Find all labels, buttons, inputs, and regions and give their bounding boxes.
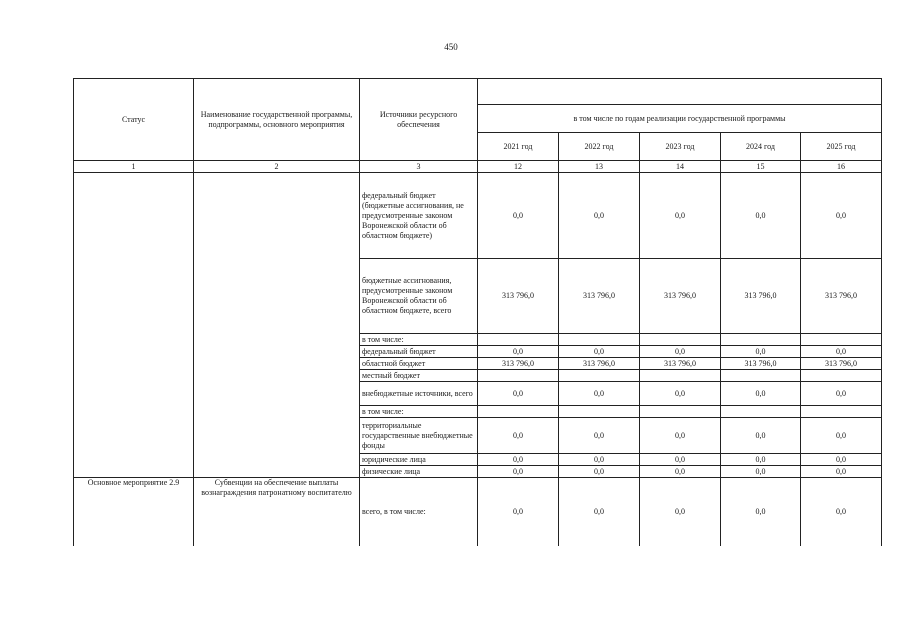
column-index: 14 — [640, 161, 721, 173]
column-index: 12 — [478, 161, 559, 173]
value-cell — [801, 370, 882, 382]
table-row — [74, 173, 882, 259]
value-cell — [640, 370, 721, 382]
column-index: 2 — [194, 161, 360, 173]
value-cell: 0,0 — [801, 173, 882, 259]
value-cell: 0,0 — [721, 418, 801, 454]
value-cell: 313 796,0 — [721, 358, 801, 370]
value-cell: 0,0 — [478, 466, 559, 478]
status-cell-empty — [74, 173, 194, 478]
table-row-measure — [74, 478, 882, 546]
value-cell: 0,0 — [640, 466, 721, 478]
value-cell — [721, 406, 801, 418]
value-cell: 0,0 — [559, 346, 640, 358]
value-cell: 0,0 — [478, 346, 559, 358]
value-cell: 313 796,0 — [801, 259, 882, 334]
value-cell — [478, 334, 559, 346]
value-cell: 313 796,0 — [478, 259, 559, 334]
page-number: 450 — [444, 42, 458, 52]
value-cell: 0,0 — [640, 418, 721, 454]
header-program-name: Наименование государственной программы, подпрограммы, основного мероприятия — [194, 79, 360, 161]
value-cell — [559, 370, 640, 382]
value-cell: 0,0 — [801, 466, 882, 478]
value-cell: 0,0 — [478, 382, 559, 406]
measure-value: 0,0 — [640, 478, 721, 546]
value-cell: 0,0 — [801, 418, 882, 454]
value-cell: 0,0 — [640, 346, 721, 358]
value-cell: 0,0 — [478, 173, 559, 259]
value-cell: 0,0 — [801, 454, 882, 466]
column-index: 3 — [360, 161, 478, 173]
resource-table — [73, 78, 882, 546]
header-year: 2021 год — [478, 133, 559, 161]
value-cell: 0,0 — [559, 454, 640, 466]
measure-name: Субвенции на обеспечение выплаты вознаграждения патронатному воспитателю — [194, 478, 360, 546]
column-index: 13 — [559, 161, 640, 173]
measure-status: Основное мероприятие 2.9 — [74, 478, 194, 546]
value-cell: 313 796,0 — [640, 358, 721, 370]
value-cell — [721, 334, 801, 346]
value-cell: 0,0 — [478, 454, 559, 466]
value-cell: 313 796,0 — [478, 358, 559, 370]
value-cell — [721, 370, 801, 382]
value-cell: 0,0 — [721, 382, 801, 406]
value-cell — [478, 370, 559, 382]
source-label: федеральный бюджет — [360, 346, 478, 358]
value-cell — [801, 406, 882, 418]
header-year: 2025 год — [801, 133, 882, 161]
program-name-cell-empty — [194, 173, 360, 478]
value-cell: 0,0 — [559, 173, 640, 259]
source-label: федеральный бюджет (бюджетные ассигнования, не предусмотренные законом Воронежской области об областном бюджете) — [360, 173, 478, 259]
measure-value: 0,0 — [478, 478, 559, 546]
header-year: 2023 год — [640, 133, 721, 161]
value-cell: 0,0 — [721, 173, 801, 259]
column-index: 16 — [801, 161, 882, 173]
source-label: территориальные государственные внебюджетные фонды — [360, 418, 478, 454]
value-cell — [640, 334, 721, 346]
value-cell: 313 796,0 — [640, 259, 721, 334]
source-label: местный бюджет — [360, 370, 478, 382]
header-blank — [478, 79, 882, 105]
measure-value: 0,0 — [801, 478, 882, 546]
header-year: 2022 год — [559, 133, 640, 161]
source-label: внебюджетные источники, всего — [360, 382, 478, 406]
source-label: бюджетные ассигнования, предусмотренные законом Воронежской области об областном бюджете, всего — [360, 259, 478, 334]
value-cell: 0,0 — [559, 466, 640, 478]
value-cell: 0,0 — [721, 346, 801, 358]
value-cell — [559, 406, 640, 418]
value-cell: 0,0 — [801, 382, 882, 406]
value-cell: 0,0 — [559, 418, 640, 454]
value-cell — [640, 406, 721, 418]
source-label: в том числе: — [360, 406, 478, 418]
measure-label: всего, в том числе: — [360, 478, 478, 546]
value-cell: 313 796,0 — [559, 259, 640, 334]
measure-value: 0,0 — [721, 478, 801, 546]
value-cell: 0,0 — [559, 382, 640, 406]
header-by-years: в том числе по годам реализации государственной программы — [478, 105, 882, 133]
value-cell: 313 796,0 — [721, 259, 801, 334]
value-cell — [559, 334, 640, 346]
value-cell: 0,0 — [721, 454, 801, 466]
header-status: Статус — [74, 79, 194, 161]
value-cell: 313 796,0 — [559, 358, 640, 370]
source-label: в том числе: — [360, 334, 478, 346]
value-cell: 0,0 — [640, 454, 721, 466]
value-cell: 313 796,0 — [801, 358, 882, 370]
value-cell — [478, 406, 559, 418]
header-year: 2024 год — [721, 133, 801, 161]
measure-value: 0,0 — [559, 478, 640, 546]
value-cell: 0,0 — [640, 382, 721, 406]
value-cell: 0,0 — [801, 346, 882, 358]
source-label: физические лица — [360, 466, 478, 478]
value-cell — [801, 334, 882, 346]
header-sources: Источники ресурсного обеспечения — [360, 79, 478, 161]
column-index: 1 — [74, 161, 194, 173]
column-index: 15 — [721, 161, 801, 173]
value-cell: 0,0 — [640, 173, 721, 259]
source-label: областной бюджет — [360, 358, 478, 370]
source-label: юридические лица — [360, 454, 478, 466]
value-cell: 0,0 — [478, 418, 559, 454]
value-cell: 0,0 — [721, 466, 801, 478]
